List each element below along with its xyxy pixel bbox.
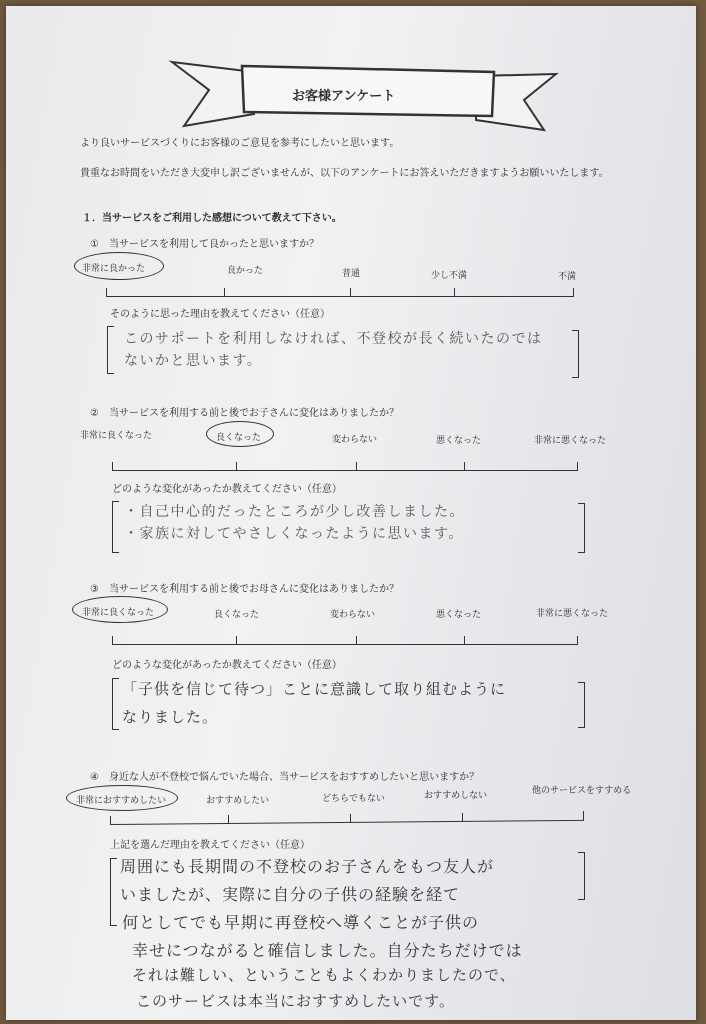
q1-answer-line-2[interactable]: ないかと思います。 bbox=[124, 353, 263, 369]
q3-tick-5 bbox=[577, 636, 578, 645]
q4-answer-line-1[interactable]: 周囲にも長期間の不登校のお子さんをもつ友人が bbox=[120, 857, 495, 876]
q1-option-1[interactable]: 非常に良かった bbox=[82, 264, 146, 274]
q1-tick-4 bbox=[454, 288, 455, 297]
q1-option-2[interactable]: 良かった bbox=[227, 266, 264, 276]
q3-tick-2 bbox=[236, 636, 237, 645]
q2-question: ② 当サービスを利用する前と後でお子さんに変化はありましたか？ bbox=[90, 408, 399, 419]
q2-option-4[interactable]: 悪くなった bbox=[436, 436, 482, 446]
q1-tick-5 bbox=[573, 288, 574, 297]
intro-line-1: より良いサービスづくりにお客様のご意見を参考にしたいと思います。 bbox=[80, 138, 400, 149]
q3-answer-line-1[interactable]: 「子供を信じて待つ」ことに意識して取り組むように bbox=[122, 680, 507, 698]
q3-tick-3 bbox=[356, 636, 357, 645]
q2-tick-4 bbox=[464, 462, 465, 471]
q1-answer-bracket-right bbox=[572, 330, 579, 378]
q1-scale-line bbox=[106, 296, 574, 297]
q2-scale-line bbox=[112, 470, 578, 471]
q4-tick-3 bbox=[350, 814, 351, 823]
q2-option-3[interactable]: 変わらない bbox=[332, 435, 378, 445]
q4-option-5[interactable]: 他のサービスをすすめる bbox=[532, 786, 632, 796]
q2-option-5[interactable]: 非常に悪くなった bbox=[534, 436, 607, 446]
q3-tick-4 bbox=[464, 636, 465, 645]
q1-selected-circle bbox=[74, 252, 164, 280]
q2-selected-circle bbox=[206, 421, 274, 447]
q2-answer-bracket-right bbox=[578, 503, 585, 553]
intro-line-2: 貴重なお時間をいただき大変申し訳ございませんが、以下のアンケートにお答えいただきますようお願いいたします。 bbox=[80, 168, 609, 179]
q2-option-2[interactable]: 良くなった bbox=[216, 433, 262, 443]
q1-answer-line-1[interactable]: このサポートを利用しなければ、不登校が長く続いたのでは bbox=[124, 331, 543, 347]
q1-question: ① 当サービスを利用して良かったと思いますか？ bbox=[90, 239, 319, 250]
q4-tick-5 bbox=[583, 811, 584, 820]
q3-option-2[interactable]: 良くなった bbox=[214, 610, 260, 620]
q3-answer-bracket-right bbox=[578, 682, 585, 728]
q2-tick-2 bbox=[236, 462, 237, 471]
q3-option-5[interactable]: 非常に悪くなった bbox=[536, 609, 609, 619]
q3-option-1[interactable]: 非常に良くなった bbox=[82, 608, 155, 618]
q1-option-3[interactable]: 普通 bbox=[342, 269, 361, 279]
q2-reason-label: どのような変化があったか教えてください（任意） bbox=[112, 484, 342, 495]
q3-reason-label: どのような変化があったか教えてください（任意） bbox=[112, 660, 342, 671]
q1-option-5[interactable]: 不満 bbox=[558, 272, 577, 282]
q2-tick-3 bbox=[356, 462, 357, 471]
q4-option-3[interactable]: どちらでもない bbox=[322, 794, 385, 804]
q3-scale-line bbox=[112, 644, 578, 645]
q1-tick-3 bbox=[350, 288, 351, 297]
q4-tick-4 bbox=[462, 813, 463, 822]
q1-tick-1 bbox=[106, 288, 107, 297]
q3-tick-1 bbox=[112, 636, 113, 645]
banner-title: お客様アンケート bbox=[292, 89, 396, 104]
q3-question: ③ 当サービスを利用する前と後でお母さんに変化はありましたか？ bbox=[90, 584, 399, 595]
q3-option-3[interactable]: 変わらない bbox=[330, 610, 376, 620]
q4-answer-line-4[interactable]: 幸せにつながると確信しました。自分たちだけでは bbox=[132, 941, 523, 960]
q4-question: ④ 身近な人が不登校で悩んでいた場合、当サービスをおすすめしたいと思いますか？ bbox=[90, 772, 480, 783]
q1-reason-label: そのように思った理由を教えてください（任意） bbox=[110, 309, 330, 320]
q1-option-4[interactable]: 少し不満 bbox=[431, 271, 468, 281]
section-1-heading: １．当サービスをご利用した感想について教えて下さい。 bbox=[82, 213, 342, 224]
q3-option-4[interactable]: 悪くなった bbox=[436, 610, 482, 620]
q2-answer-line-2[interactable]: ・家族に対してやさしくなったように思います。 bbox=[124, 526, 464, 542]
q4-selected-circle bbox=[66, 785, 178, 811]
q2-answer-line-1[interactable]: ・自己中心的だったところが少し改善しました。 bbox=[124, 504, 465, 520]
q4-tick-1 bbox=[110, 816, 111, 825]
q4-answer-line-2[interactable]: いましたが、実際に自分の子供の経験を経て bbox=[120, 885, 461, 904]
q4-answer-line-3[interactable]: 何としてでも早期に再登校へ導くことが子供の bbox=[122, 913, 480, 932]
q4-reason-label: 上記を選んだ理由を教えてください（任意） bbox=[110, 840, 310, 851]
q4-option-4[interactable]: おすすめしない bbox=[424, 791, 488, 801]
q4-answer-bracket-right bbox=[578, 852, 585, 900]
q2-option-1[interactable]: 非常に良くなった bbox=[80, 431, 153, 441]
q4-option-1[interactable]: 非常におすすめしたい bbox=[76, 796, 167, 806]
q4-option-2[interactable]: おすすめしたい bbox=[206, 796, 270, 806]
q4-tick-2 bbox=[228, 815, 229, 824]
q2-tick-1 bbox=[112, 462, 113, 471]
q4-answer-bracket-left bbox=[110, 858, 117, 926]
q3-answer-bracket-left bbox=[112, 678, 119, 730]
q4-answer-line-6[interactable]: このサービスは本当におすすめしたいです。 bbox=[136, 992, 455, 1010]
q3-selected-circle bbox=[72, 596, 168, 623]
q3-answer-line-2[interactable]: なりました。 bbox=[122, 708, 219, 726]
q1-answer-bracket-left bbox=[107, 326, 114, 374]
q1-tick-2 bbox=[224, 288, 225, 297]
q4-scale-line bbox=[110, 820, 584, 825]
survey-sheet bbox=[6, 6, 696, 1020]
q4-answer-line-5[interactable]: それは難しい、ということもよくわかりましたので、 bbox=[132, 966, 516, 984]
q2-tick-5 bbox=[577, 462, 578, 471]
q2-answer-bracket-left bbox=[112, 501, 119, 553]
